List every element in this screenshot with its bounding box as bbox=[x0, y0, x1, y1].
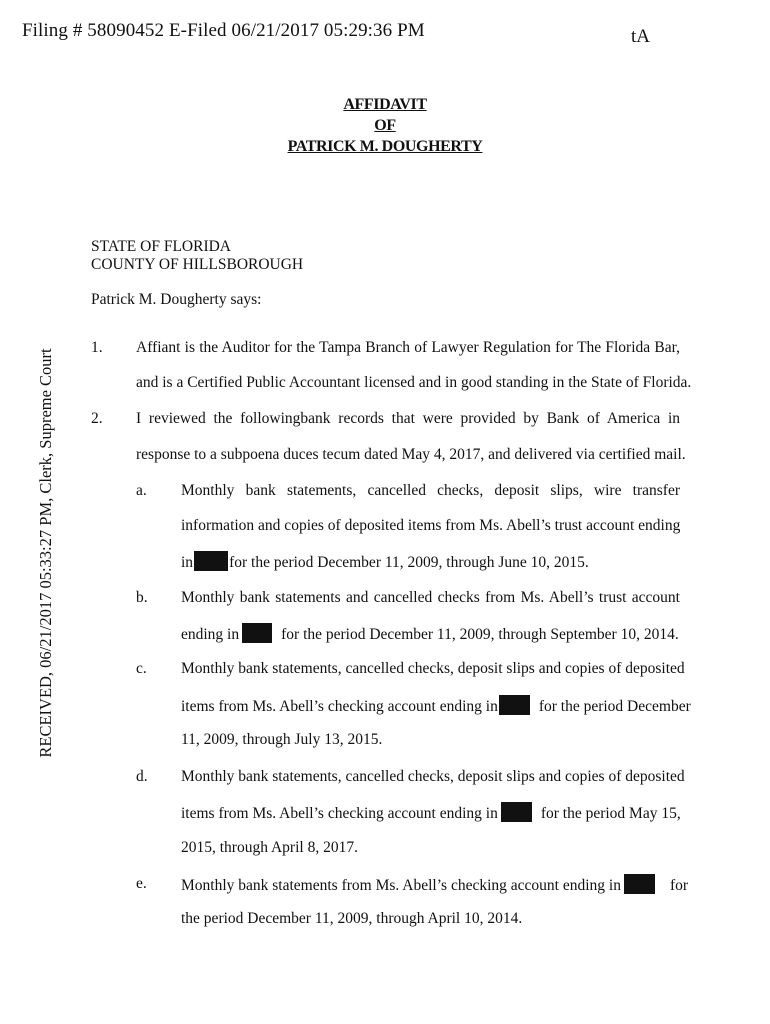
paragraph-1-line2: and is a Certified Public Accountant licensed and in good standing in the State of Florida. bbox=[136, 374, 692, 391]
item-c-line1: Monthly bank statements, cancelled checks, deposit slips and copies of deposited bbox=[181, 660, 685, 677]
paragraph-2-number: 2. bbox=[91, 410, 103, 427]
item-d-line2-pre: items from Ms. Abell’s checking account ending in bbox=[181, 805, 498, 822]
item-d-label: d. bbox=[136, 768, 148, 785]
paragraph-1-number: 1. bbox=[91, 339, 103, 356]
paragraph-1-line1: Affiant is the Auditor for the Tampa Branch of Lawyer Regulation for The Florida Bar, bbox=[136, 339, 680, 356]
intro-line: Patrick M. Dougherty says: bbox=[91, 291, 262, 308]
item-b-line1: Monthly bank statements and cancelled checks from Ms. Abell’s trust account bbox=[181, 589, 680, 606]
redaction-block bbox=[194, 551, 228, 571]
item-b-label: b. bbox=[136, 589, 148, 606]
item-c-line2-post: for the period December bbox=[538, 698, 691, 715]
item-d-line2-post: for the period May 15, bbox=[540, 805, 681, 822]
title-name: PATRICK M. DOUGHERTY bbox=[287, 138, 483, 155]
item-e-line2: the period December 11, 2009, through April 10, 2014. bbox=[181, 910, 523, 927]
received-stamp: RECEIVED, 06/21/2017 05:33:27 PM, Clerk, Supreme Court bbox=[36, 348, 55, 758]
item-a-line3-post: for the period December 11, 2009, through June 10, 2015. bbox=[229, 554, 589, 571]
item-a-line3 bbox=[181, 551, 589, 573]
paragraph-2-line1: I reviewed the followingbank records that were provided by Bank of America in bbox=[136, 410, 680, 427]
item-a-line2: information and copies of deposited items from Ms. Abell’s trust account ending bbox=[181, 517, 681, 534]
item-a-label: a. bbox=[136, 482, 147, 499]
item-e-line1-pre: Monthly bank statements from Ms. Abell’s checking account ending in bbox=[181, 877, 621, 894]
redaction-block bbox=[242, 623, 272, 643]
redaction-block bbox=[501, 802, 532, 822]
corner-mark: tA bbox=[631, 26, 650, 47]
item-b-line2-post: for the period December 11, 2009, through September 10, 2014. bbox=[281, 626, 679, 643]
redaction-block bbox=[499, 695, 530, 715]
item-d-line1: Monthly bank statements, cancelled checks, deposit slips and copies of deposited bbox=[181, 768, 685, 785]
venue-state: STATE OF FLORIDA bbox=[91, 238, 231, 255]
venue-county: COUNTY OF HILLSBOROUGH bbox=[91, 256, 304, 273]
item-a-line1: Monthly bank statements, cancelled checks, deposit slips, wire transfer bbox=[181, 482, 680, 499]
item-a-line3-pre: in bbox=[181, 554, 194, 571]
paragraph-2-line2: response to a subpoena duces tecum dated May 4, 2017, and delivered via certified mail. bbox=[136, 446, 686, 463]
filing-header: Filing # 58090452 E-Filed 06/21/2017 05:29:36 PM bbox=[22, 20, 425, 41]
item-b-line2-pre: ending in bbox=[181, 626, 240, 643]
item-b-line2 bbox=[181, 623, 679, 645]
item-d-line2 bbox=[181, 802, 681, 824]
item-e-label: e. bbox=[136, 875, 147, 892]
title-affidavit: AFFIDAVIT bbox=[343, 96, 427, 113]
redaction-block bbox=[624, 874, 655, 894]
item-d-line3: 2015, through April 8, 2017. bbox=[181, 839, 358, 856]
item-e-line1 bbox=[181, 874, 688, 896]
item-c-line2-pre: items from Ms. Abell’s checking account ending in bbox=[181, 698, 498, 715]
item-c-line3: 11, 2009, through July 13, 2015. bbox=[181, 731, 383, 748]
item-e-line1-post: for bbox=[669, 877, 689, 894]
item-c-line2 bbox=[181, 695, 691, 717]
title-of: OF bbox=[374, 117, 396, 134]
item-c-label: c. bbox=[136, 660, 147, 677]
